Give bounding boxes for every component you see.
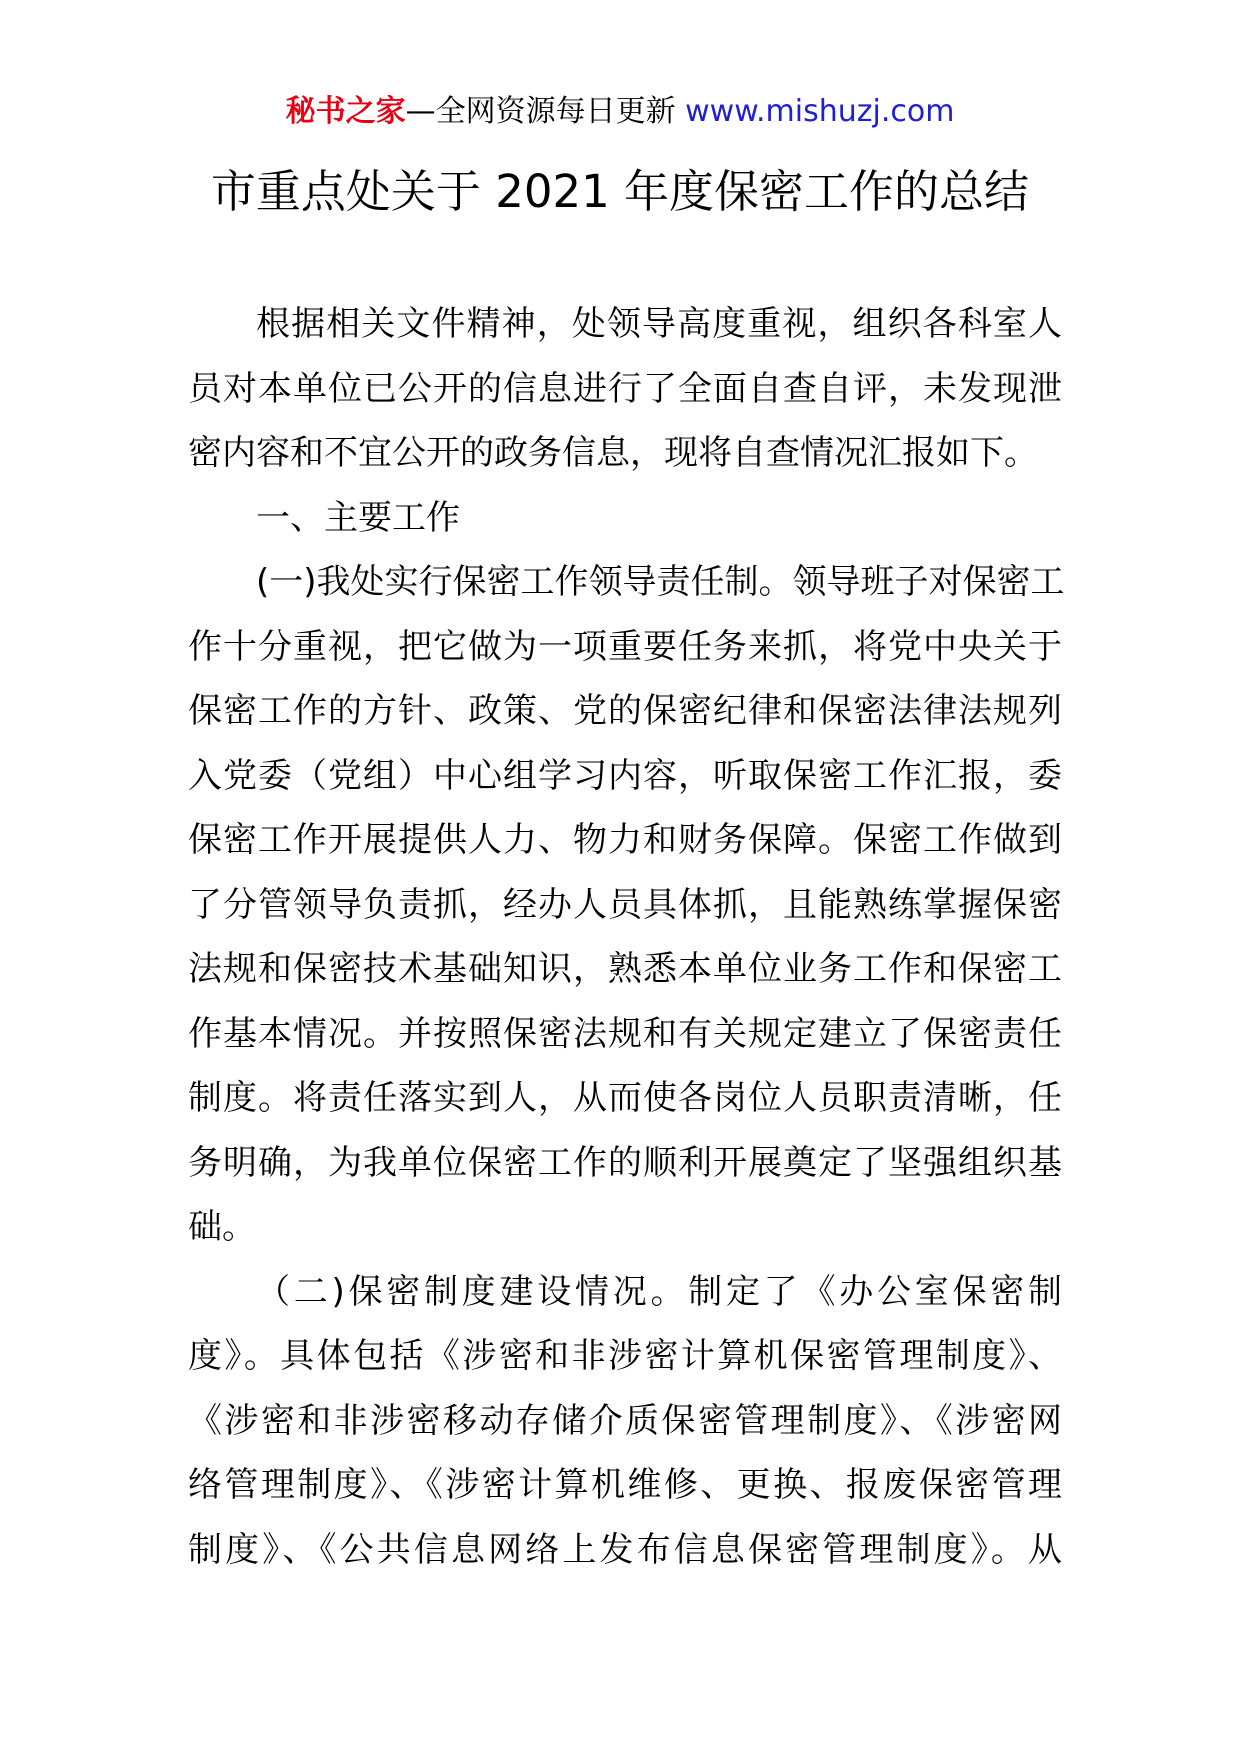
- paragraph-line: 作十分重视，把它做为一项重要任务来抓，将党中央关于: [188, 626, 1062, 667]
- paragraph-line: 了分管领导负责抓，经办人员具体抓，且能熟练掌握保密: [188, 884, 1062, 925]
- section-heading: 一、主要工作: [256, 497, 460, 538]
- paragraph-line: 员对本单位已公开的信息进行了全面自查自评，未发现泄: [188, 368, 1062, 409]
- site-url: www.mishuzj.com: [685, 94, 955, 129]
- site-slogan: —全网资源每日更新: [405, 94, 676, 129]
- paragraph-line: 根据相关文件精神，处领导高度重视，组织各科室人: [256, 304, 1062, 344]
- paragraph-line: 络管理制度》、《涉密计算机维修、更换、报废保密管理: [188, 1465, 1062, 1505]
- paragraph-line: 入党委（党组）中心组学习内容，听取保密工作汇报，委: [188, 755, 1062, 796]
- paragraph-line: 《涉密和非涉密移动存储介质保密管理制度》、《涉密网: [188, 1400, 1062, 1441]
- paragraph-line: 度》。具体包括《涉密和非涉密计算机保密管理制度》、: [188, 1336, 1062, 1376]
- paragraph-line: 务明确，为我单位保密工作的顺利开展奠定了坚强组织基: [188, 1142, 1062, 1183]
- paragraph-line: (一)我处实行保密工作领导责任制。领导班子对保密工: [256, 562, 1065, 602]
- paragraph-line: 保密工作开展提供人力、物力和财务保障。保密工作做到: [188, 820, 1062, 860]
- paragraph-line: 础。: [188, 1207, 256, 1247]
- site-brand: 秘书之家: [285, 94, 406, 129]
- paragraph-line: 作基本情况。并按照保密法规和有关规定建立了保密责任: [188, 1013, 1062, 1054]
- document-title: 市重点处关于 2021 年度保密工作的总结: [210, 165, 1030, 218]
- paragraph-line: 保密工作的方针、政策、党的保密纪律和保密法律法规列: [188, 691, 1062, 731]
- paragraph-line: 制度》、《公共信息网络上发布信息保密管理制度》。从: [188, 1529, 1062, 1570]
- paragraph-line: （二)保密制度建设情况。制定了《办公室保密制: [256, 1271, 1062, 1312]
- paragraph-line: 制度。将责任落实到人，从而使各岗位人员职责清晰，任: [188, 1078, 1062, 1118]
- paragraph-line: 密内容和不宜公开的政务信息，现将自查情况汇报如下。: [188, 433, 1038, 473]
- paragraph-line: 法规和保密技术基础知识，熟悉本单位业务工作和保密工: [188, 949, 1062, 989]
- site-banner: [0, 92, 1240, 132]
- document-body: [188, 292, 1065, 1582]
